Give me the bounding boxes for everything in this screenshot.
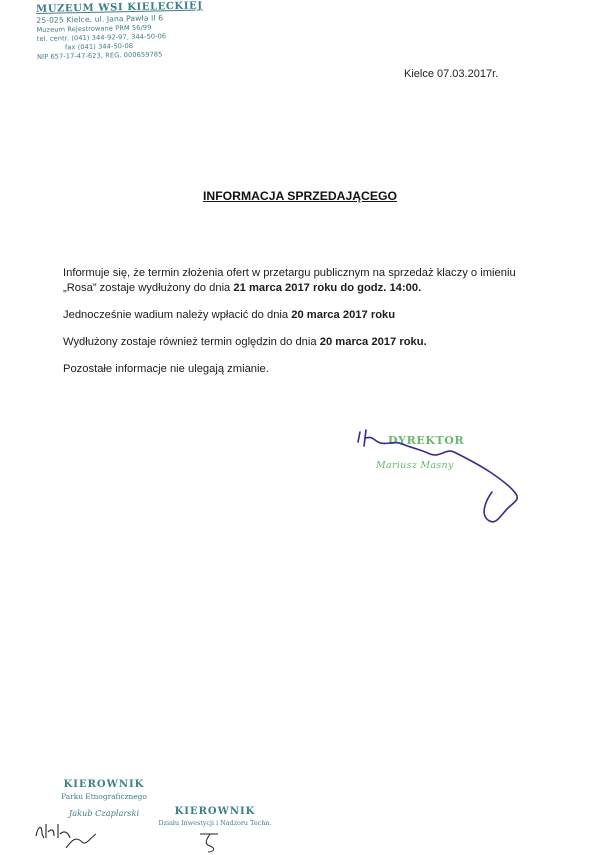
initials-signature-mid [60, 812, 150, 852]
museum-ids: NIP 657-17-47-623, REG. 000659785 [37, 50, 163, 61]
head-ethnographic-park-name: Jakub Czaplarski [68, 808, 140, 818]
paragraph-deadline-line1: Informuje się, że termin złożenia ofert w przetargu publicznym na sprzedaż klaczy o imieniu [63, 267, 516, 279]
museum-phone: tel. centr. (041) 344-92-97, 344-50-06 [36, 32, 167, 43]
document-title: INFORMACJA SPRZEDAJĄCEGO [203, 189, 397, 203]
paragraph-deadline [63, 266, 563, 296]
document-body [63, 266, 563, 389]
museum-address: 25-025 Kielce, ul. Jana Pawła II 6 [36, 13, 164, 25]
paragraph-inspection-text: Wydłużony zostaje również termin oględzin do dnia [63, 336, 320, 348]
director-signature [350, 428, 540, 540]
head-investment-dept-stamp [150, 806, 280, 827]
museum-header-stamp [36, 0, 203, 62]
head-investment-dept-title: KIEROWNIK [174, 806, 256, 817]
paragraph-deposit-text: Jednocześnie wadium należy wpłacić do dnia [63, 309, 292, 321]
museum-registry: Muzeum Rejestrowane PRM 56/99 [36, 23, 152, 34]
paragraph-deadline-line2: „Rosa” zostaje wydłużony do dnia [63, 282, 234, 294]
paragraph-deadline-date: 21 marca 2017 roku do godz. 14:00. [233, 282, 422, 294]
director-stamp-name: Mariusz Masny [376, 460, 454, 471]
initials-signature-right [196, 830, 226, 854]
museum-name: MUZEUM WSI KIELECKIEJ [36, 0, 203, 15]
document-date: Kielce 07.03.2017r. [404, 68, 499, 80]
paragraph-deposit-date: 20 marca 2017 roku [291, 309, 396, 321]
paragraph-inspection-date: 20 marca 2017 roku. [319, 336, 427, 348]
head-investment-dept-dept: Działu Inwestycji i Nadzoru Techn. [158, 819, 272, 827]
paragraph-deposit [63, 308, 563, 323]
head-ethnographic-park-dept: Parku Etnograficznego [61, 792, 147, 801]
director-signature-block [350, 428, 540, 540]
head-ethnographic-park-title: KIEROWNIK [63, 779, 145, 790]
museum-fax: fax (041) 344-50-08 [64, 41, 134, 52]
paragraph-inspection [63, 335, 563, 350]
director-stamp-title: DYREKTOR [388, 434, 465, 447]
paragraph-other: Pozostałe informacje nie ulegają zmianie. [63, 363, 269, 375]
